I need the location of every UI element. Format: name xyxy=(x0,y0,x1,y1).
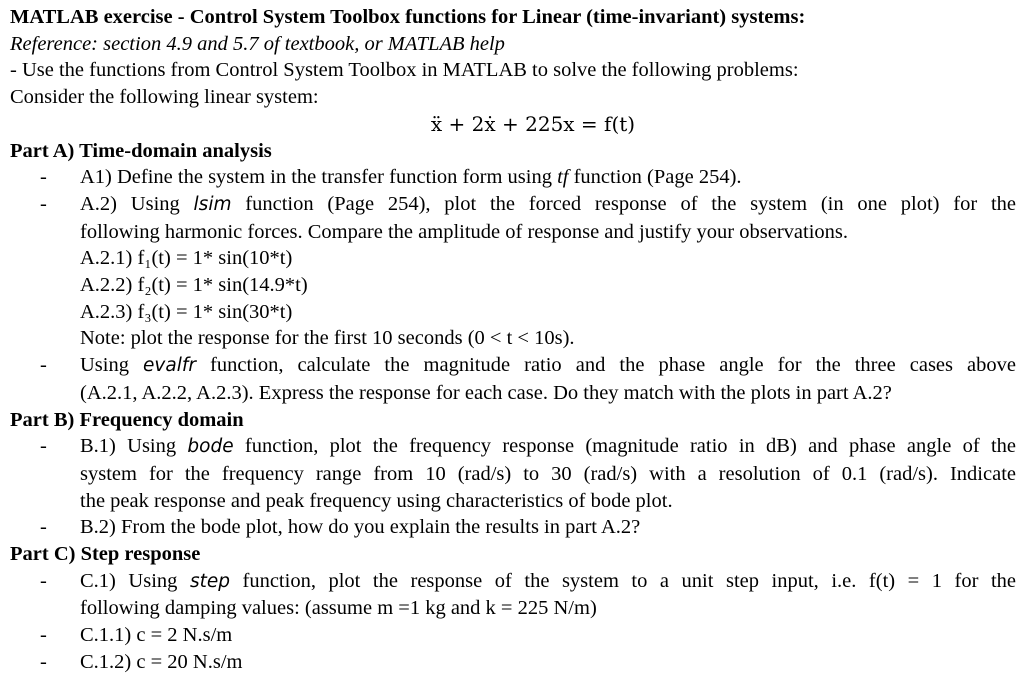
part-a-item-a3: - Using evalfr function, calculate the magnitude ratio and the phase angle for the three cases above (A.2.1, A.2.2, A.2.3). Express the response for each case. Do they match with the plots in part A.2? xyxy=(40,354,1017,404)
intro-system: Consider the following linear system: xyxy=(10,86,319,109)
part-a-item-a1: - A1) Define the system in the transfer function form using tf function (Page 254). xyxy=(10,164,1016,191)
function-name-step: step xyxy=(189,570,230,592)
bullet-dash: - xyxy=(40,516,47,539)
part-c-item-c12: - C.1.2) c = 20 N.s/m xyxy=(10,649,1016,676)
force-a23: A.2.3) f₃(t) = 1* sin(30*t) xyxy=(80,300,293,323)
function-name-bode: bode xyxy=(187,436,234,458)
system-equation: ẍ + 2ẋ + 225x = f(t) xyxy=(430,111,636,136)
function-name-lsim: lsim xyxy=(193,193,232,215)
bullet-dash: - xyxy=(40,650,47,673)
part-b-item-b1: - B.1) Using bode function, plot the frequency response (magnitude ratio in dB) and phase angle of the system for the frequency range from 10 (rad/s) to 30 (rad/s) with a resolution of 0.1 (rad/s). Indicate the peak response and peak frequency using characteristics of bode plot. xyxy=(40,435,1016,512)
force-a21: A.2.1) f₁(t) = 1* sin(10*t) xyxy=(80,247,293,270)
function-name-tf: tf xyxy=(557,166,569,189)
part-c-item-c1: - C.1) Using step function, plot the response of the system to a unit step input, i.e. f(t) = 1 for the following damping values: (assume m =1 kg and k = 225 N/m) xyxy=(40,569,1016,620)
part-a-item-a2: - A.2) Using lsim function (Page 254), plot the forced response of the system (in one plot) for the following harmonic forces. Compare the amplitude of response and justify your observations. A.2.1) f₁(t) = 1* sin(10*t) A.2.2) f₂(t) = 1* sin(14.9*t) A.2.3) f₃(t) = 1* sin(30*t) Note: plot the response for the first 10 seconds (0 < t < 10s). xyxy=(10,191,1016,352)
bullet-dash: - xyxy=(40,435,47,458)
bullet-dash: - xyxy=(40,192,47,215)
part-a-heading: Part A) Time-domain analysis xyxy=(10,139,272,162)
part-b-heading: Part B) Frequency domain xyxy=(10,408,244,431)
force-a22: A.2.2) f₂(t) = 1* sin(14.9*t) xyxy=(80,274,308,297)
function-name-evalfr: evalfr xyxy=(143,355,196,377)
bullet-dash: - xyxy=(40,354,47,377)
part-c-item-c11: - C.1.1) c = 2 N.s/m xyxy=(10,622,1016,649)
document-title: MATLAB exercise - Control System Toolbox functions for Linear (time-invariant) systems: xyxy=(10,6,806,28)
part-b-item-b2: - B.2) From the bode plot, how do you explain the results in part A.2? xyxy=(10,514,1016,541)
bullet-dash: - xyxy=(40,624,47,647)
bullet-dash: - xyxy=(40,569,47,592)
time-note: Note: plot the response for the first 10 seconds (0 < t < 10s). xyxy=(80,327,575,350)
part-c-heading: Part C) Step response xyxy=(10,543,201,566)
bullet-dash: - xyxy=(40,166,47,189)
intro-instruction: - Use the functions from Control System Toolbox in MATLAB to solve the following problems: xyxy=(10,59,799,82)
reference-line: Reference: section 4.9 and 5.7 of textbook, or MATLAB help xyxy=(10,32,505,55)
